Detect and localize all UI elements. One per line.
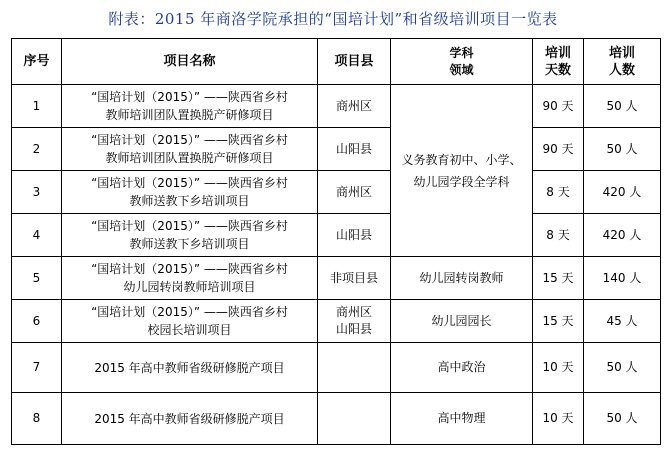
header-row	[12, 39, 661, 85]
header-people: 培训 人数	[584, 39, 661, 85]
header-field: 学科 领域	[391, 39, 533, 85]
cell-county: 商州区	[318, 85, 391, 128]
projects-table	[11, 38, 661, 445]
header-name: 项目名称	[62, 39, 318, 85]
cell-people: 50 人	[584, 128, 661, 171]
cell-seq: 4	[12, 214, 62, 257]
cell-seq: 2	[12, 128, 62, 171]
cell-people: 140 人	[584, 257, 661, 300]
cell-name: “国培计划（2015）” ——陕西省乡村 教师送教下乡培训项目	[62, 171, 318, 214]
cell-name: “国培计划（2015）” ——陕西省乡村 校园长培训项目	[62, 300, 318, 343]
cell-people: 50 人	[584, 85, 661, 128]
cell-field: 幼儿园园长	[391, 300, 533, 343]
table-row	[12, 214, 661, 257]
cell-name: “国培计划（2015）” ——陕西省乡村 教师培训团队置换脱产研修项目	[62, 85, 318, 128]
cell-seq: 7	[12, 343, 62, 393]
cell-field: 幼儿园转岗教师	[391, 257, 533, 300]
cell-county: 山阳县	[318, 128, 391, 171]
cell-days: 90 天	[533, 85, 584, 128]
cell-seq: 6	[12, 300, 62, 343]
cell-county: 商州区 山阳县	[318, 300, 391, 343]
cell-days: 15 天	[533, 257, 584, 300]
cell-seq: 5	[12, 257, 62, 300]
cell-people: 50 人	[584, 343, 661, 393]
header-county: 项目县	[318, 39, 391, 85]
cell-county	[318, 393, 391, 445]
cell-field: 高中政治	[391, 343, 533, 393]
cell-days: 15 天	[533, 300, 584, 343]
cell-name: “国培计划（2015）” ——陕西省乡村 教师培训团队置换脱产研修项目	[62, 128, 318, 171]
cell-people: 50 人	[584, 393, 661, 445]
cell-field: 义务教育初中、小学、 幼儿园学段全学科	[391, 85, 533, 257]
table-row	[12, 257, 661, 300]
cell-county: 非项目县	[318, 257, 391, 300]
table-row	[12, 300, 661, 343]
cell-field: 高中物理	[391, 393, 533, 445]
table-row	[12, 171, 661, 214]
cell-people: 420 人	[584, 214, 661, 257]
cell-people: 45 人	[584, 300, 661, 343]
cell-days: 90 天	[533, 128, 584, 171]
table-row	[12, 85, 661, 128]
cell-seq: 3	[12, 171, 62, 214]
cell-county: 商州区	[318, 171, 391, 214]
header-seq: 序号	[12, 39, 62, 85]
table-row	[12, 343, 661, 393]
table-row	[12, 393, 661, 445]
cell-days: 10 天	[533, 393, 584, 445]
table-title: 附表：2015 年商洛学院承担的“国培计划”和省级培训项目一览表	[108, 10, 558, 28]
cell-county	[318, 343, 391, 393]
cell-name: “国培计划（2015）” ——陕西省乡村 幼儿园转岗教师培训项目	[62, 257, 318, 300]
cell-county: 山阳县	[318, 214, 391, 257]
cell-seq: 8	[12, 393, 62, 445]
table-row	[12, 128, 661, 171]
cell-seq: 1	[12, 85, 62, 128]
cell-people: 420 人	[584, 171, 661, 214]
cell-name: “国培计划（2015）” ——陕西省乡村 教师送教下乡培训项目	[62, 214, 318, 257]
cell-days: 8 天	[533, 214, 584, 257]
cell-days: 10 天	[533, 343, 584, 393]
cell-name: 2015 年高中教师省级研修脱产项目	[62, 393, 318, 445]
cell-days: 8 天	[533, 171, 584, 214]
cell-name: 2015 年高中教师省级研修脱产项目	[62, 343, 318, 393]
header-days: 培训 天数	[533, 39, 584, 85]
